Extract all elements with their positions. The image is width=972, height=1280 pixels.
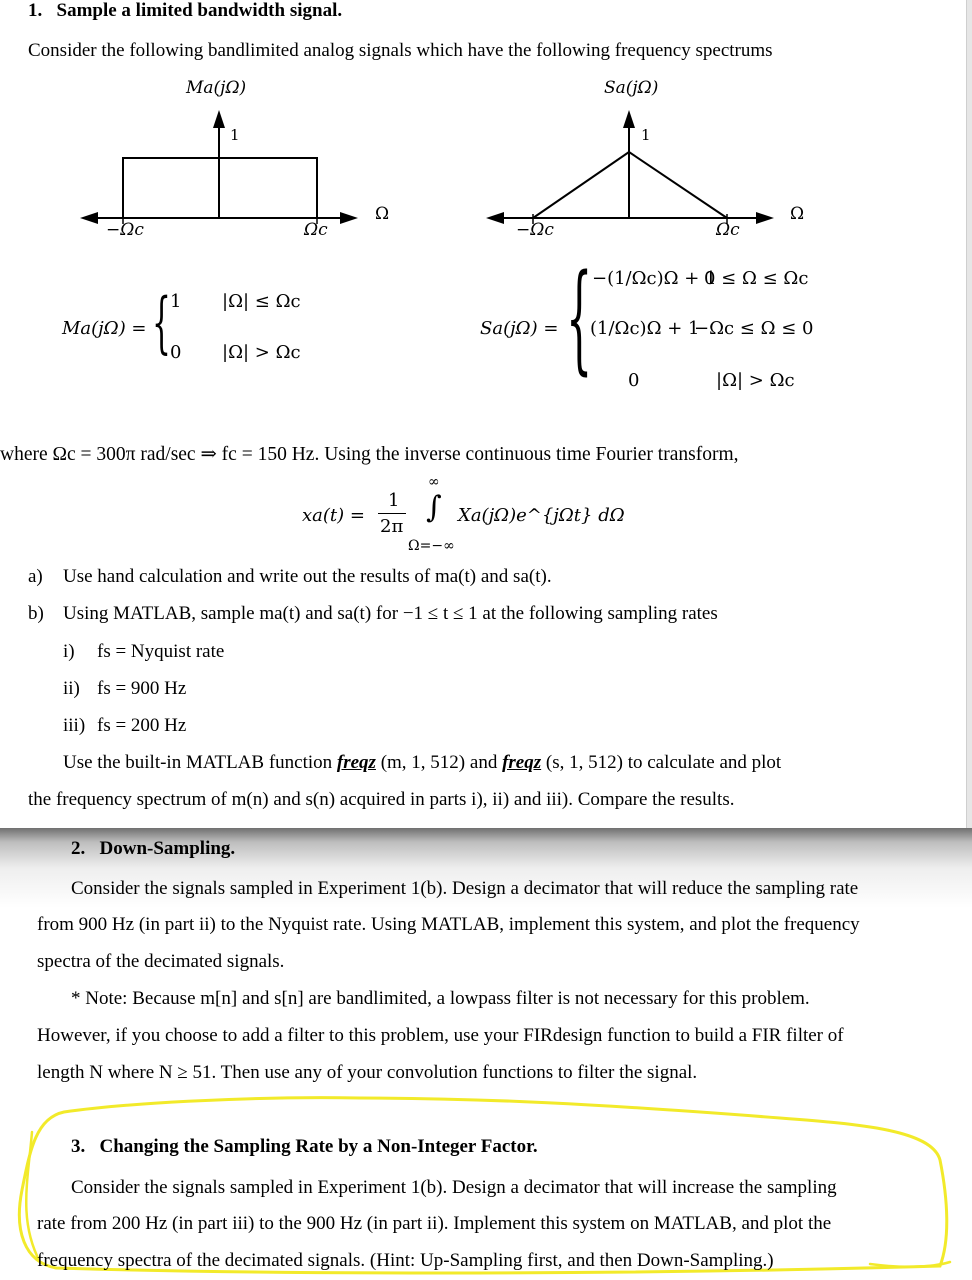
m-eq-case1-cond: |Ω| ≤ Ωc [222,291,301,312]
s-eq-case1-val: −(1/Ωc)Ω + 1 [592,268,717,289]
m-eq-case2-cond: |Ω| > Ωc [222,342,301,363]
s-plot-right-arrow [756,212,774,224]
spectrum-plots [0,0,972,260]
item-a-text: Use hand calculation and write out the results of ma(t) and sa(t). [63,566,552,587]
s-plot-title: Sa(jΩ) [604,78,659,98]
ift-integral-sign: ∫ [426,490,442,525]
m-eq-brace: { [152,284,171,361]
s-eq-case2-val: (1/Ωc)Ω + 1 [590,318,700,339]
item-a-label: a) [28,566,43,587]
freqz-mid: (m, 1, 512) and [375,752,503,773]
m-plot-up-arrow [213,110,225,128]
s-plot-right-tick: Ωc [716,220,740,240]
section2-p1-line1: Consider the signals sampled in Experiment 1(b). Design a decimator that will reduce the sampling rate [71,878,859,899]
m-eq-lhs: Ma(jΩ) = [62,318,147,339]
s-eq-case2-cond: −Ωc ≤ Ω ≤ 0 [694,318,814,339]
section3-p1-line3: frequency spectra of the decimated signals. (Hint: Up-Sampling first, and then Down-Sampling.) [37,1250,774,1271]
section2-p2-line3: length N where N ≥ 51. Then use any of your convolution functions to filter the signal. [37,1062,698,1083]
section3-title: Changing the Sampling Rate by a Non-Integer Factor. [99,1136,538,1157]
freqz-instruction-line2: the frequency spectrum of m(n) and s(n) acquired in parts i), ii) and iii). Compare the results. [28,789,735,810]
m-plot-peak: 1 [230,126,240,144]
item-ii-label: ii) [63,678,80,699]
section3-number: 3. [71,1136,86,1157]
ift-upper-limit: ∞ [428,474,440,490]
item-iii-text: fs = 200 Hz [97,715,187,736]
section2-p1-line2: from 900 Hz (in part ii) to the Nyquist rate. Using MATLAB, implement this system, and plot the frequency [37,914,860,935]
freqz-instruction [63,752,781,774]
s-eq-lhs: Sa(jΩ) = [480,318,559,339]
section1-number: 1. [28,0,43,21]
where-line: where Ωc = 300π rad/sec ⇒ fc = 150 Hz. Using the inverse continuous time Fourier transform, [0,444,739,465]
s-plot-up-arrow [623,110,635,128]
m-plot-axis-label: Ω [375,204,390,224]
m-eq-case1-val: 1 [170,291,182,312]
section3-p1-line1: Consider the signals sampled in Experiment 1(b). Design a decimator that will increase the sampling [71,1177,837,1198]
freqz-pre: Use the built-in MATLAB function [63,752,337,773]
m-eq-case2-val: 0 [170,342,182,363]
section1-intro: Consider the following bandlimited analog signals which have the following frequency spectrums [28,40,773,61]
item-iii-label: iii) [63,715,86,736]
section2-p2-line2: However, if you choose to add a filter to this problem, use your FIRdesign function to build a FIR filter of [37,1025,844,1046]
item-i-text: fs = Nyquist rate [97,641,225,662]
s-eq-case1-cond: 0 ≤ Ω ≤ Ωc [704,268,809,289]
s-eq-case3-val: 0 [628,370,640,391]
s-plot-axis-label: Ω [790,204,805,224]
s-plot-left-tick: −Ωc [516,220,554,240]
item-ii-text: fs = 900 Hz [97,678,187,699]
section1-title: Sample a limited bandwidth signal. [56,0,343,21]
section2-p1-line3: spectra of the decimated signals. [37,951,285,972]
freqz-post: (s, 1, 512) to calculate and plot [541,752,782,773]
s-plot-peak: 1 [641,126,651,144]
section2-title: Down-Sampling. [99,838,236,859]
ift-lhs: xa(t) = [302,505,365,526]
s-eq-brace: { [566,248,593,386]
section3-p1-line2: rate from 200 Hz (in part iii) to the 900 Hz (in part ii). Implement this system on MATLAB, and plot the [37,1213,832,1234]
s-plot-left-arrow [486,212,504,224]
section2-p2-line1: * Note: Because m[n] and s[n] are bandlimited, a lowpass filter is not necessary for this problem. [71,988,810,1009]
m-plot-right-arrow [340,212,358,224]
item-b-text: Using MATLAB, sample ma(t) and sa(t) for −1 ≤ t ≤ 1 at the following sampling rates [63,603,718,624]
section2-heading [71,838,235,860]
section3-heading [71,1136,538,1158]
s-eq-case3-cond: |Ω| > Ωc [716,370,795,391]
ift-frac-bar [378,513,406,514]
m-plot-title: Ma(jΩ) [186,78,247,98]
item-b-label: b) [28,603,44,624]
ift-frac-num: 1 [388,490,400,511]
m-plot-left-arrow [80,212,98,224]
ift-integrand: Xa(jΩ)e^{jΩt} dΩ [458,505,625,526]
m-plot-left-tick: −Ωc [106,220,144,240]
section2-number: 2. [71,838,86,859]
item-i-label: i) [63,641,75,662]
freqz-function-2: freqz [502,752,542,773]
m-plot-right-tick: Ωc [304,220,328,240]
freqz-function-1: freqz [336,752,376,773]
ift-frac-den: 2π [380,516,404,537]
ift-lower-limit: Ω=−∞ [408,538,455,554]
